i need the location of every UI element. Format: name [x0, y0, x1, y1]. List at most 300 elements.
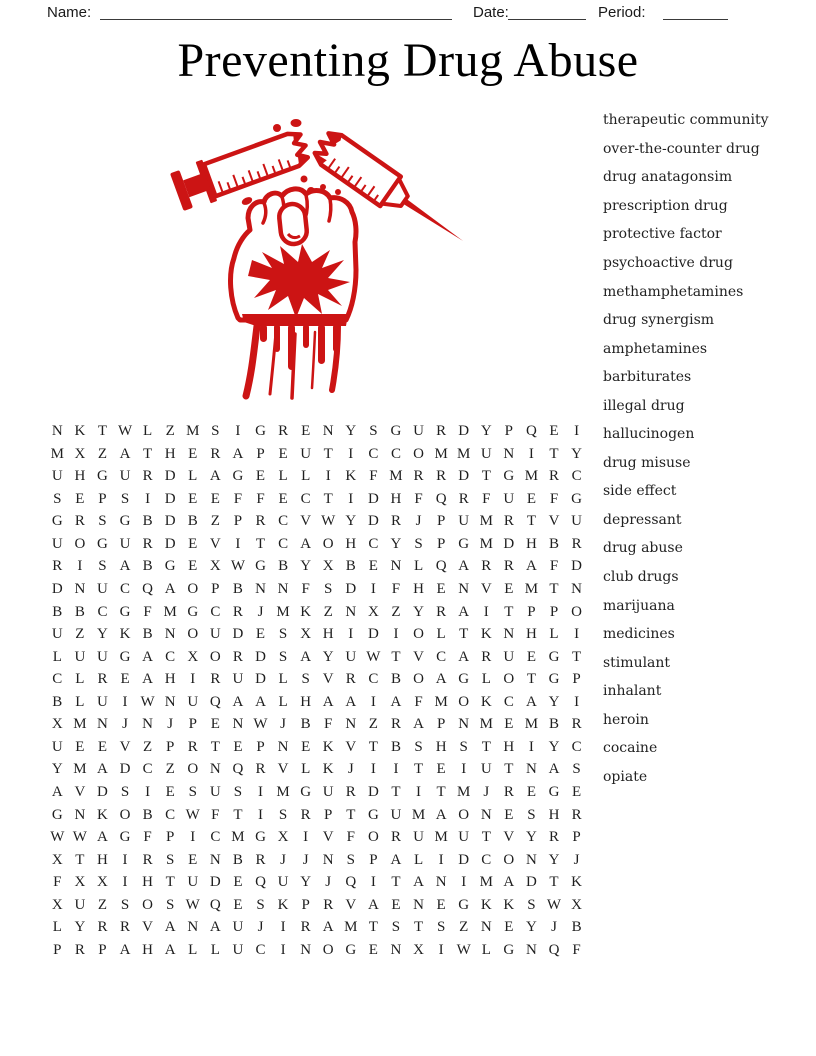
- grid-letter-cell: E: [526, 648, 537, 665]
- grid-letter-cell: K: [322, 738, 334, 755]
- grid-letter-cell: V: [480, 580, 492, 597]
- grid-letter-cell: C: [255, 941, 266, 958]
- grid-letter-cell: Y: [300, 558, 312, 575]
- grid-row: [46, 695, 588, 710]
- date-blank-line[interactable]: [508, 3, 586, 20]
- grid-row: [46, 717, 588, 732]
- grid-letter-cell: P: [436, 535, 446, 552]
- grid-letter-cell: S: [346, 851, 355, 868]
- grid-letter-cell: A: [413, 874, 424, 891]
- grid-letter-cell: N: [390, 941, 402, 958]
- word-list-item: inhalant: [603, 683, 662, 700]
- grid-row: [46, 920, 588, 935]
- grid-letter-cell: U: [97, 648, 108, 665]
- grid-letter-cell: I: [393, 761, 399, 778]
- grid-letter-cell: O: [322, 535, 334, 552]
- grid-letter-cell: D: [119, 761, 131, 778]
- grid-letter-cell: N: [458, 716, 470, 733]
- grid-letter-cell: O: [503, 671, 515, 688]
- grid-letter-cell: X: [51, 716, 63, 733]
- grid-letter-cell: N: [277, 580, 289, 597]
- grid-letter-cell: G: [367, 806, 379, 823]
- grid-letter-cell: T: [481, 738, 491, 755]
- grid-letter-cell: I: [122, 851, 128, 868]
- grid-letter-cell: M: [457, 445, 471, 462]
- grid-letter-cell: A: [164, 919, 176, 936]
- grid-letter-cell: Z: [165, 761, 175, 778]
- grid-letter-cell: I: [574, 626, 580, 643]
- grid-letter-cell: L: [210, 941, 220, 958]
- grid-letter-cell: B: [142, 513, 153, 530]
- grid-letter-cell: N: [187, 919, 199, 936]
- grid-letter-cell: R: [571, 716, 582, 733]
- grid-letter-cell: N: [526, 941, 537, 958]
- grid-letter-cell: G: [255, 423, 266, 439]
- grid-letter-cell: L: [481, 671, 491, 688]
- grid-letter-cell: R: [503, 784, 514, 800]
- grid-letter-cell: E: [210, 490, 220, 507]
- grid-letter-cell: O: [571, 603, 582, 620]
- grid-letter-cell: D: [458, 423, 470, 439]
- grid-letter-cell: B: [142, 806, 153, 823]
- grid-letter-cell: B: [549, 535, 560, 552]
- grid-letter-cell: C: [210, 829, 221, 846]
- word-list-item: stimulant: [603, 654, 671, 671]
- grid-letter-cell: E: [368, 558, 378, 575]
- grid-letter-cell: I: [461, 874, 467, 891]
- grid-letter-cell: Z: [97, 896, 108, 913]
- grid-letter-cell: H: [74, 468, 86, 485]
- grid-letter-cell: R: [52, 558, 63, 575]
- grid-letter-cell: F: [143, 829, 152, 846]
- grid-letter-cell: B: [52, 693, 63, 710]
- grid-letter-cell: Y: [526, 919, 537, 936]
- grid-letter-cell: N: [142, 716, 154, 733]
- grid-letter-cell: S: [120, 784, 130, 800]
- grid-letter-cell: I: [438, 941, 444, 958]
- grid-letter-cell: K: [480, 896, 492, 913]
- grid-letter-cell: D: [209, 874, 221, 891]
- grid-letter-cell: A: [435, 806, 447, 823]
- word-list-item: drug anatagonsim: [603, 169, 733, 186]
- grid-letter-cell: U: [503, 648, 515, 665]
- grid-letter-cell: R: [390, 829, 401, 846]
- grid-letter-cell: L: [413, 851, 424, 868]
- grid-letter-cell: Y: [51, 761, 63, 778]
- grid-letter-cell: A: [51, 784, 63, 800]
- grid-letter-cell: I: [190, 671, 196, 688]
- grid-letter-cell: D: [503, 535, 515, 552]
- grid-letter-cell: H: [164, 445, 176, 462]
- grid-letter-cell: R: [571, 535, 582, 552]
- grid-letter-cell: B: [549, 716, 560, 733]
- grid-letter-cell: U: [119, 535, 131, 552]
- grid-letter-cell: M: [479, 874, 493, 891]
- grid-letter-cell: C: [120, 580, 131, 597]
- grid-letter-cell: E: [120, 671, 130, 688]
- grid-letter-cell: T: [255, 535, 266, 552]
- grid-letter-cell: K: [119, 626, 131, 643]
- grid-letter-cell: M: [389, 468, 403, 485]
- grid-letter-cell: A: [322, 693, 334, 710]
- grid-letter-cell: I: [325, 468, 331, 485]
- grid-letter-cell: R: [549, 829, 560, 846]
- grid-letter-cell: N: [74, 580, 86, 597]
- grid-letter-cell: H: [548, 806, 560, 823]
- grid-letter-cell: J: [347, 761, 354, 778]
- grid-letter-cell: B: [142, 626, 153, 643]
- grid-letter-cell: C: [165, 806, 176, 823]
- grid-letter-cell: H: [322, 626, 334, 643]
- grid-letter-cell: T: [75, 851, 85, 868]
- grid-letter-cell: F: [414, 490, 423, 507]
- grid-letter-cell: R: [300, 806, 311, 823]
- grid-letter-cell: D: [458, 468, 470, 485]
- grid-letter-cell: I: [393, 626, 399, 643]
- grid-letter-cell: M: [524, 580, 539, 597]
- grid-letter-cell: S: [211, 423, 220, 439]
- grid-letter-cell: O: [187, 580, 199, 597]
- grid-letter-cell: C: [571, 468, 582, 485]
- grid-letter-cell: K: [571, 874, 582, 891]
- grid-row: [46, 853, 588, 868]
- word-list-item: side effect: [603, 483, 677, 500]
- grid-letter-cell: F: [143, 603, 152, 620]
- grid-letter-cell: U: [97, 693, 108, 710]
- grid-row: [46, 537, 588, 552]
- grid-letter-cell: A: [164, 580, 176, 597]
- grid-letter-cell: M: [411, 806, 426, 823]
- grid-letter-cell: K: [503, 896, 515, 913]
- word-list-item: heroin: [603, 711, 649, 728]
- grid-row: [46, 514, 588, 529]
- grid-letter-cell: H: [526, 626, 537, 643]
- grid-letter-cell: W: [117, 423, 133, 439]
- grid-letter-cell: I: [528, 445, 534, 462]
- grid-letter-cell: N: [322, 851, 334, 868]
- word-list-item: marijuana: [603, 597, 675, 614]
- grid-letter-cell: I: [370, 874, 376, 891]
- grid-letter-cell: G: [119, 829, 131, 846]
- grid-letter-cell: I: [348, 626, 354, 643]
- grid-row: [46, 582, 588, 597]
- grid-letter-cell: N: [232, 716, 244, 733]
- grid-row: [46, 830, 588, 845]
- grid-letter-cell: A: [97, 829, 108, 846]
- grid-letter-cell: B: [187, 513, 198, 530]
- grid-letter-cell: P: [256, 738, 265, 755]
- grid-letter-cell: D: [367, 784, 379, 800]
- grid-letter-cell: O: [209, 648, 221, 665]
- grid-letter-cell: G: [548, 671, 560, 688]
- grid-letter-cell: O: [187, 626, 199, 643]
- word-list-item: barbiturates: [603, 369, 692, 386]
- word-list-item: depressant: [603, 511, 682, 528]
- grid-letter-cell: I: [122, 874, 128, 891]
- grid-letter-cell: X: [413, 941, 424, 958]
- grid-letter-cell: D: [164, 490, 176, 507]
- grid-letter-cell: T: [549, 580, 559, 597]
- grid-letter-cell: G: [164, 558, 176, 575]
- grid-letter-cell: G: [51, 513, 63, 530]
- grid-letter-cell: Z: [459, 919, 469, 936]
- grid-letter-cell: M: [434, 445, 448, 462]
- word-list-item: prescription drug: [603, 197, 728, 214]
- grid-letter-cell: P: [256, 445, 265, 462]
- grid-letter-cell: C: [52, 671, 63, 688]
- grid-letter-cell: O: [187, 761, 199, 778]
- grid-letter-cell: U: [187, 693, 199, 710]
- grid-letter-cell: Y: [413, 603, 424, 620]
- grid-letter-cell: O: [367, 829, 379, 846]
- grid-letter-cell: G: [187, 603, 199, 620]
- grid-letter-cell: C: [368, 445, 379, 462]
- grid-letter-cell: G: [97, 535, 108, 552]
- grid-letter-cell: E: [97, 738, 108, 755]
- grid-letter-cell: H: [413, 580, 424, 597]
- grid-letter-cell: S: [324, 580, 333, 597]
- grid-letter-cell: W: [546, 896, 562, 913]
- grid-letter-cell: O: [413, 626, 424, 643]
- grid-letter-cell: U: [209, 784, 221, 800]
- grid-letter-cell: J: [302, 851, 309, 868]
- grid-letter-cell: X: [74, 874, 86, 891]
- grid-letter-cell: I: [122, 693, 128, 710]
- grid-letter-cell: Z: [210, 513, 220, 530]
- grid-letter-cell: B: [232, 851, 243, 868]
- grid-letter-cell: R: [120, 919, 131, 936]
- grid-letter-cell: B: [390, 738, 401, 755]
- grid-letter-cell: E: [504, 716, 514, 733]
- grid-letter-cell: T: [572, 648, 582, 665]
- grid-letter-cell: M: [344, 919, 358, 936]
- grid-letter-cell: R: [232, 603, 243, 620]
- grid-letter-cell: G: [548, 648, 560, 665]
- fist-crushing-broken-syringe-icon: [160, 110, 470, 400]
- grid-letter-cell: X: [277, 829, 289, 846]
- grid-letter-cell: F: [482, 490, 491, 507]
- grid-letter-cell: J: [280, 716, 286, 733]
- word-list-item: illegal drug: [603, 397, 685, 414]
- grid-letter-cell: M: [73, 716, 87, 733]
- grid-letter-cell: T: [165, 874, 175, 891]
- grid-letter-cell: N: [503, 626, 515, 643]
- grid-letter-cell: A: [435, 671, 447, 688]
- grid-letter-cell: R: [436, 423, 447, 439]
- grid-letter-cell: M: [73, 761, 87, 778]
- grid-letter-cell: L: [188, 941, 198, 958]
- grid-letter-cell: L: [52, 919, 62, 936]
- grid-letter-cell: U: [187, 874, 199, 891]
- word-list-item: drug abuse: [603, 540, 683, 557]
- word-list-item: cocaine: [603, 740, 658, 757]
- grid-letter-cell: Y: [548, 693, 560, 710]
- grid-letter-cell: U: [119, 468, 131, 485]
- grid-letter-cell: S: [53, 490, 62, 507]
- grid-letter-cell: I: [303, 829, 309, 846]
- grid-letter-cell: O: [322, 941, 334, 958]
- grid-letter-cell: D: [367, 626, 379, 643]
- grid-letter-cell: H: [503, 738, 515, 755]
- grid-letter-cell: T: [481, 829, 491, 846]
- grid-letter-cell: U: [390, 806, 402, 823]
- grid-letter-cell: S: [120, 896, 130, 913]
- grid-letter-cell: T: [526, 513, 537, 530]
- grid-letter-cell: S: [233, 784, 243, 800]
- grid-letter-cell: A: [119, 558, 131, 575]
- period-blank-line[interactable]: [663, 3, 728, 20]
- grid-letter-cell: E: [255, 468, 266, 485]
- grid-letter-cell: S: [120, 490, 130, 507]
- grid-letter-cell: D: [345, 580, 357, 597]
- grid-letter-cell: R: [142, 535, 153, 552]
- grid-letter-cell: Y: [480, 423, 492, 439]
- grid-letter-cell: B: [52, 603, 63, 620]
- grid-letter-cell: S: [278, 648, 288, 665]
- grid-letter-cell: R: [481, 648, 492, 665]
- grid-letter-cell: R: [413, 468, 424, 485]
- grid-letter-cell: E: [436, 761, 446, 778]
- grid-letter-cell: E: [526, 490, 537, 507]
- grid-letter-cell: C: [165, 648, 176, 665]
- grid-letter-cell: A: [367, 896, 379, 913]
- grid-letter-cell: S: [188, 784, 197, 800]
- grid-letter-cell: J: [325, 874, 332, 891]
- grid-letter-cell: D: [367, 490, 379, 507]
- grid-letter-cell: Z: [391, 603, 401, 620]
- grid-letter-cell: P: [98, 490, 107, 507]
- grid-letter-cell: E: [233, 896, 243, 913]
- grid-letter-cell: N: [322, 423, 334, 439]
- grid-letter-cell: I: [77, 558, 83, 575]
- grid-letter-cell: H: [435, 738, 447, 755]
- grid-letter-cell: A: [526, 693, 537, 710]
- grid-letter-cell: V: [300, 513, 312, 530]
- grid-letter-cell: Z: [323, 603, 333, 620]
- grid-letter-cell: B: [232, 580, 243, 597]
- grid-letter-cell: A: [232, 445, 244, 462]
- grid-letter-cell: J: [573, 851, 580, 868]
- grid-letter-cell: U: [209, 626, 221, 643]
- grid-letter-cell: T: [391, 648, 401, 665]
- grid-letter-cell: V: [548, 513, 560, 530]
- grid-letter-cell: N: [526, 761, 537, 778]
- grid-letter-cell: E: [233, 874, 243, 891]
- grid-letter-cell: U: [232, 671, 244, 688]
- grid-letter-cell: F: [301, 580, 310, 597]
- grid-letter-cell: R: [503, 513, 514, 530]
- grid-letter-cell: U: [413, 829, 424, 846]
- grid-letter-cell: Y: [571, 445, 582, 462]
- grid-letter-cell: X: [300, 626, 312, 643]
- grid-letter-cell: G: [458, 535, 470, 552]
- grid-letter-cell: K: [97, 806, 108, 823]
- grid-letter-cell: U: [503, 490, 515, 507]
- grid-letter-cell: N: [480, 806, 492, 823]
- grid-letter-cell: R: [390, 513, 401, 530]
- grid-letter-cell: F: [346, 829, 355, 846]
- grid-letter-cell: S: [166, 896, 175, 913]
- word-list-item: psychoactive drug: [603, 255, 733, 271]
- grid-letter-cell: L: [549, 626, 559, 643]
- grid-letter-cell: D: [232, 626, 244, 643]
- grid-letter-cell: G: [119, 648, 131, 665]
- grid-letter-cell: E: [436, 580, 446, 597]
- name-label: Name:: [47, 4, 92, 21]
- grid-letter-cell: G: [345, 941, 357, 958]
- grid-letter-cell: A: [209, 919, 221, 936]
- grid-letter-cell: S: [166, 851, 175, 868]
- grid-letter-cell: E: [436, 896, 446, 913]
- grid-letter-cell: U: [74, 648, 86, 665]
- grid-letter-cell: H: [142, 874, 154, 891]
- grid-letter-cell: P: [211, 580, 220, 597]
- grid-letter-cell: K: [345, 468, 357, 485]
- grid-letter-cell: S: [369, 423, 378, 439]
- grid-letter-cell: C: [210, 603, 221, 620]
- grid-letter-cell: L: [188, 468, 198, 485]
- grid-letter-cell: I: [574, 423, 580, 439]
- grid-letter-cell: E: [188, 535, 198, 552]
- grid-letter-cell: E: [504, 919, 514, 936]
- grid-letter-cell: V: [345, 738, 357, 755]
- grid-letter-cell: A: [300, 648, 312, 665]
- grid-letter-cell: I: [257, 784, 263, 800]
- grid-letter-cell: T: [391, 784, 401, 800]
- grid-letter-cell: R: [187, 738, 198, 755]
- grid-letter-cell: F: [549, 490, 559, 507]
- grid-row: [46, 762, 588, 777]
- grid-letter-cell: F: [572, 941, 581, 958]
- grid-letter-cell: Y: [300, 874, 312, 891]
- grid-letter-cell: U: [345, 648, 357, 665]
- grid-letter-cell: L: [75, 693, 85, 710]
- name-blank-line[interactable]: [100, 3, 452, 20]
- word-list-item: drug synergism: [603, 312, 715, 329]
- grid-row: [46, 469, 588, 484]
- grid-letter-cell: B: [278, 558, 289, 575]
- grid-letter-cell: W: [321, 513, 336, 530]
- grid-letter-cell: L: [278, 671, 288, 688]
- grid-letter-cell: N: [277, 738, 289, 755]
- grid-letter-cell: T: [504, 603, 514, 620]
- grid-letter-cell: T: [233, 806, 243, 823]
- grid-letter-cell: S: [256, 896, 265, 913]
- grid-letter-cell: J: [415, 513, 422, 530]
- grid-letter-cell: L: [413, 558, 424, 575]
- grid-row: [46, 808, 588, 823]
- grid-letter-cell: L: [143, 423, 153, 439]
- page-title: Preventing Drug Abuse: [177, 34, 639, 87]
- grid-letter-cell: Q: [435, 490, 447, 507]
- grid-letter-cell: E: [75, 490, 85, 507]
- grid-letter-cell: W: [230, 558, 245, 575]
- grid-letter-cell: V: [503, 829, 515, 846]
- grid-letter-cell: V: [74, 784, 86, 800]
- grid-letter-cell: A: [458, 648, 470, 665]
- grid-letter-cell: U: [571, 513, 582, 530]
- grid-letter-cell: Q: [435, 558, 447, 575]
- grid-letter-cell: I: [483, 603, 489, 620]
- grid-letter-cell: Q: [255, 874, 266, 891]
- grid-letter-cell: O: [413, 671, 424, 688]
- grid-letter-cell: M: [186, 423, 200, 439]
- grid-letter-cell: B: [571, 919, 582, 936]
- grid-letter-cell: Z: [97, 445, 108, 462]
- grid-letter-cell: S: [414, 738, 423, 755]
- grid-letter-cell: U: [480, 445, 492, 462]
- grid-letter-cell: G: [548, 784, 560, 800]
